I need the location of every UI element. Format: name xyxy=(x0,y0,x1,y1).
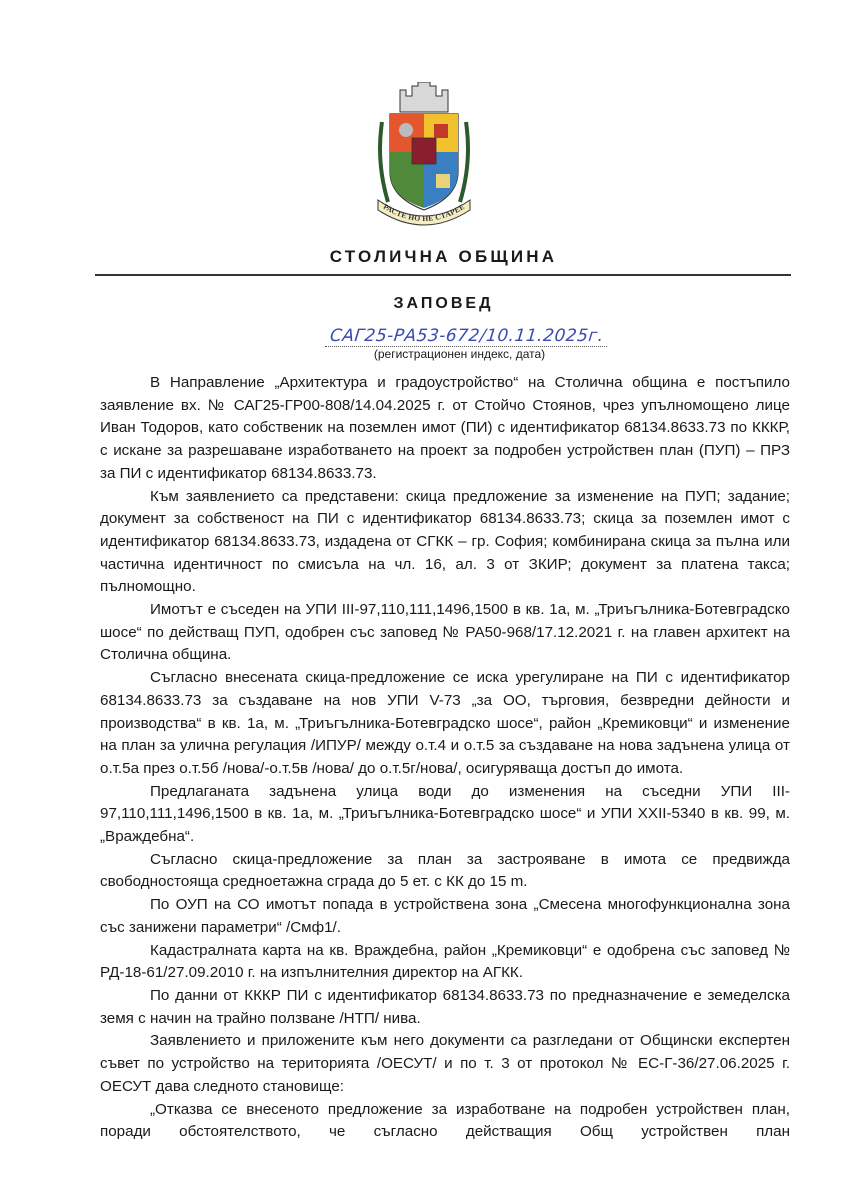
registration-number-handwritten: САГ25-РА53-672/10.11.2025г. xyxy=(325,326,609,347)
paragraph: В Направление „Архитектура и градоустройство“ на Столична община е постъпило заявление вх. № САГ25-ГР00-808/14.04.2025 г. от Стойчо Стоянов, чрез упълномощено лице Иван Тодоров, като собственик на поземлен имот (ПИ) с идентификатор 68134.8633.73 по КККР, с искане за разрешаване изработването на проект за подробен устройствен план (ПУП) – ПРЗ за ПИ с идентификатор 68134.8633.73. xyxy=(100,374,790,482)
paragraph: Съгласно скица-предложение за план за застрояване в имота се предвижда свободностояща средноетажна сграда до 5 ет. с КК до 15 m. xyxy=(100,850,790,891)
registration-caption: (регистрационен индекс, дата) xyxy=(373,347,546,361)
document-title: ЗАПОВЕД xyxy=(393,295,494,312)
organization-name: СТОЛИЧНА ОБЩИНА xyxy=(329,247,558,266)
paragraph: „Отказва се внесеното предложение за изработване на подробен устройствен план, поради обстоятелството, че съгласно действащия Общ устройствен план xyxy=(100,1100,790,1141)
paragraph: По данни от КККР ПИ с идентификатор 68134.8633.73 по предназначение е земеделска земя с начин на трайно ползване /НТП/ нива. xyxy=(100,986,790,1027)
paragraph: Към заявлението са представени: скица предложение за изменение на ПУП; задание; документ за собственост на ПИ с идентификатор 68134.8633.73; скица за поземлен имот с идентификатор 68134.8633.73, издадена от СГКК – гр. София; комбинирана скица за пълна или частична идентичност по смисъла на чл. 16, ал. 3 от ЗКИР; документ за платена такса; пълномощно. xyxy=(100,487,790,596)
header-divider xyxy=(95,274,791,276)
paragraph: Имотът е съседен на УПИ III-97,110,111,1496,1500 в кв. 1а, м. „Триъгълника-Ботевградско шосе“ по действащ ПУП, одобрен със заповед № РА50-968/17.12.2021 г. на главен архитект на Столична община. xyxy=(100,601,790,664)
paragraph: Кадастралната карта на кв. Враждебна, район „Кремиковци“ е одобрена със заповед № РД-18-61/27.09.2010 г. на изпълнителния директор на АГКК. xyxy=(100,941,790,982)
document-body xyxy=(100,372,790,1144)
paragraph: По ОУП на СО имотът попада в устройствена зона „Смесена многофункционална зона със занижени параметри“ /Смф1/. xyxy=(100,896,790,936)
paragraph: Съгласно внесената скица-предложение се иска урегулиране на ПИ с идентификатор 68134.8633.73 за създаване на нов УПИ V-73 „за ОО, търговия, безвредни дейности и производства“ в кв. 1а, м. „Триъгълника-Ботевградско шосе“, район „Кремиковци“ и изменение на план за улична регулация /ИПУР/ между о.т.4 и о.т.5 за създаване на нова задънена улица от о.т.5а през о.т.5б /нова/-о.т.5в /нова/ до о.т.5г/нова/, осигуряваща достъп до имота. xyxy=(100,669,790,777)
crest-motto-text: РАСТЕ НО НЕ СТАРЕЕ xyxy=(381,201,467,224)
paragraph: Предлаганата задънена улица води до изменения на съседни УПИ III-97,110,111,1496,1500 в кв. 1а, м. „Триъгълника-Ботевградско шосе“ и УПИ XXII-5340 в кв. 99, м. „Враждебна“. xyxy=(100,782,790,846)
paragraph: Заявлението и приложените към него документи са разгледани от Общински експертен съвет по устройство на територията /ОЕСУТ/ и по т. 3 от протокол № ЕС-Г-36/27.06.2025 г. ОЕСУТ дава следното становище: xyxy=(100,1032,790,1095)
sofia-coat-of-arms-logo xyxy=(372,82,476,228)
